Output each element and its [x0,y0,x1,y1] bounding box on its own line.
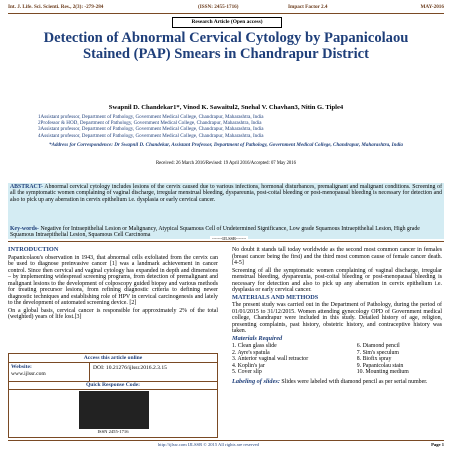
footer-rule [8,440,444,441]
access-divider [89,363,90,381]
author-list: Swapnil D. Chandekar1*, Vinod K. Sawaitul2, Snehal V. Chavhan3, Nitin G. Tiple4 [108,104,344,111]
labeling-text: Slides were labeled with diamond pencil as per serial number. [281,378,428,385]
abstract-text: Abnormal cervical cytology includes lesions of the cervix caused due to various infections, hormonal disturbances, premalignant and malignant conditions. Screening of all the symptomatic women complaining of vaginal discharge, irregular menstrual bleeding, dyspareunia, post-coital bleeding or post-menopausal bleeding is necessary for detection and also to pick up any aberration in cervix epithelium i.e. dysplasia or early cervical cancer. [10,184,443,203]
materials-left-col [232,343,357,376]
online-access-box [8,353,218,438]
introduction-heading: INTRODUCTION [8,246,59,253]
material-item: 8. Biofix spray [356,356,392,363]
right-paragraph-2: Screening of all the symptomatic women complaining of vaginal discharge, irregular menstrual bleeding, dyspareunia, post-coital bleeding or post-menopausal bleeding is necessary for detection and also to pick up any aberration in cervix epithelium i.e. dysplasia or early cervical cancer. [232,267,442,293]
intro-paragraph-2: On a global basis, cervical cancer is responsible for approximately 2% of the total (weighted) years of life lost.[3] [8,307,218,320]
issn-label: (ISSN: 2455-1716) [198,4,239,10]
footer-copyright: http://ijlssr.com IJLSSR © 2015 All rights are reserved [158,442,259,447]
material-item: 3. Anterior vaginal wall retractor [232,356,309,363]
material-item: 9. Papanicolau stain [356,362,404,369]
section-divider [8,241,444,242]
qr-code-image [79,391,149,429]
affiliations [38,114,414,139]
material-item: 10. Mounting medium [356,369,409,376]
divider-label: -------IJLSSR------- [212,236,247,241]
affiliation-3: 3Assistant professor, Department of Pathology, Government Medical College, Chandrapur, Maharashtra, India [38,126,264,133]
labeling-label: Labeling of slides: [232,377,280,385]
right-paragraph-1: No doubt it stands tall today worldwide as the second most common cancer in females (breast cancer being the first) and the third most common cause of female cancer death. [4-5] [232,247,442,266]
affiliation-4: 4Assistant professor, Department of Pathology, Government Medical College, Chandrapur, Maharashtra, India [38,132,264,139]
website-link[interactable]: www.ijlssr.com [11,370,46,377]
material-item: 2. Ayre's spatula [232,349,270,356]
material-item: 5. Cover slip [232,369,262,376]
journal-citation: Int. J. Life. Sci. Scienti. Res., 2(3): -279-284 [8,4,104,10]
header-rule [8,13,444,14]
affiliation-2: 2Professor & HOD, Department of Pathology, Government Medical College, Chandrapur, Maharashtra, India [38,120,262,127]
materials-list [232,343,442,376]
materials-right-col [357,343,442,376]
material-item: 4. Koplin's jar [232,362,265,369]
material-item: 7. Sim's speculum [356,349,399,356]
article-type-badge: Research Article (Open access) [172,17,282,28]
affiliation-1: 1Assistant professor, Department of Pathology, Government Medical College, Chandrapur, Maharashtra, India [38,114,264,120]
intro-paragraph-1: Papanicolaou's observation in 1943, that abnormal cells exfoliated from the cervix can be used to diagnose preinvasive cancer [1] was a landmark achievement in cancer control. Since then cervical and vaginal cytology has expanded in depth and dimensions – by implementing widespread screening programs, from detection of premalignant and malignant lesions to the development of colposcopy guided biopsy and various methods for treating precursor lesions, from refining diagnostic criteria to defining newer diagnostic techniques and establishing role of HPV in cervical carcinogenesis and lately to the development of automated screening device. [2] [8,254,218,306]
issue-date: MAY-2016 [420,4,444,10]
impact-factor: Impact Factor 2.4 [288,4,328,10]
methods-paragraph: The present study was carried out in the Department of Pathology, during the period of 01/01/2015 to 31/12/2015. Women attending gynecology OPD of Government medical college, Chandrapur were included in this study. Detailed history of age, religion, presenting complaints, past history, obstetric history, and contraceptive history was taken. [232,302,442,334]
page-number: Page 1 [431,442,444,447]
correspondence-address: *Address for Correspondence: Dr Swapnil D. Chandekar, Assistant Professor, Department of Pathology, Government Medical College, Chandrapur, Maharashtra, India [49,142,403,148]
received-dates: Received: 26 March 2016/Revised: 19 April 2016/Accepted: 07 May 2016 [156,161,296,166]
qr-label: Quick Response Code: [9,381,217,390]
issn-note: ISSN 2455-1716 [97,429,129,434]
materials-heading: Materials Required [232,334,283,342]
material-item: 1. Clean glass slide [232,343,277,349]
access-title: Access this article online [9,354,217,363]
keywords-label: Key-words- [10,226,39,232]
paper-title: Detection of Abnormal Cervical Cytology by Papanicolaou Stained (PAP) Smears in Chandrapur District [43,30,409,62]
material-item: 6. Diamond pencil [356,343,400,349]
website-label: Website: [11,364,32,370]
doi-text[interactable]: DOI: 10.21276/ijlssr.2016.2.3.15 [93,365,167,371]
access-website-row [9,363,217,382]
methods-heading: MATERIALS AND METHODS [232,293,319,301]
right-column [232,247,442,386]
abstract-label: ABSTRACT- [10,184,43,190]
left-column [8,247,218,322]
keywords-text: Negative for Intraepithelial Lesion or Malignancy, Atypical Squamous Cell of Undetermined Significance, Low grade Squamous Intraepithelial Lesion, High grade Squamous Intraepithelial Lesion, Squamous Cell Carcinoma [10,226,420,239]
